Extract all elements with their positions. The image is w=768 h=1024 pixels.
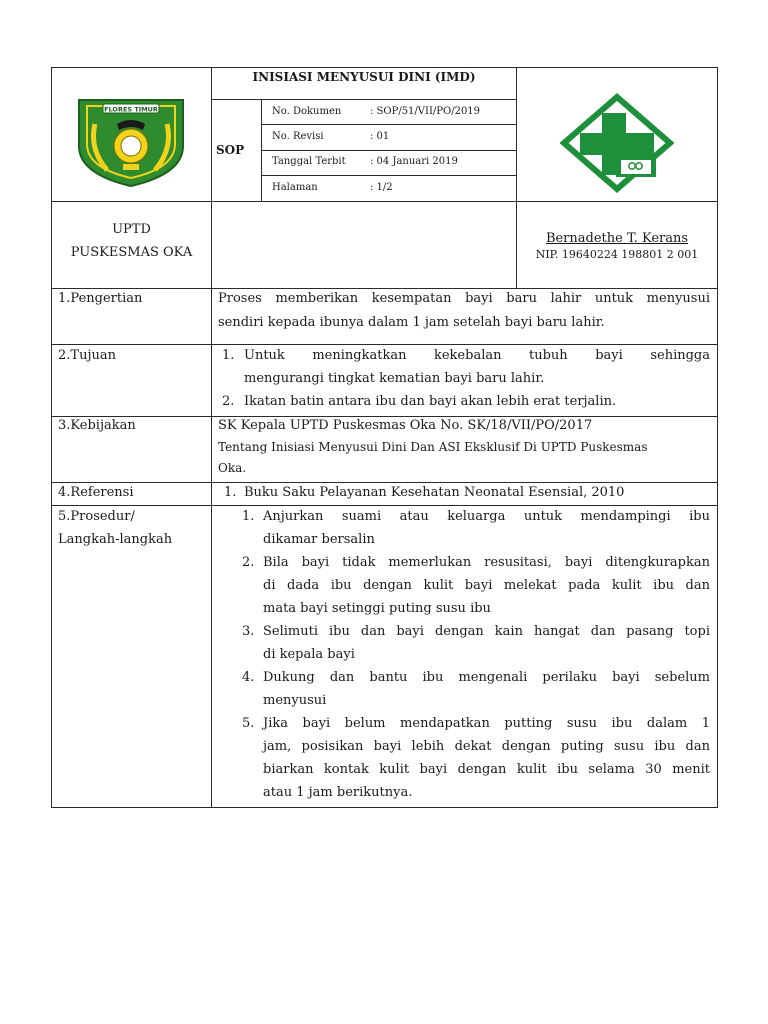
field-value-halaman: : 1/2 <box>370 182 393 193</box>
field-label-no-dokumen: No. Dokumen <box>272 106 342 117</box>
section-label-langkah: Langkah-langkah <box>58 532 173 547</box>
row-line-pengertian <box>51 344 718 345</box>
row-line-referensi <box>51 505 718 506</box>
prosedur-item-line: di kepala bayi <box>263 647 355 662</box>
prosedur-item-num: 4. <box>242 670 255 685</box>
field-value-no-revisi: : 01 <box>370 131 390 142</box>
referensi-item-num: 1. <box>224 485 237 500</box>
col-divider-left <box>211 67 212 808</box>
prosedur-item-line: Jika bayi belum mendapatkan putting susu ibu dalam 1 <box>263 716 710 731</box>
field-value-tanggal-terbit: : 04 Januari 2019 <box>370 156 458 167</box>
prosedur-item-line: di dada ibu dengan kulit bayi melekat pada kulit ibu dan <box>263 578 710 593</box>
tujuan-item-line: mengurangi tingkat kematian bayi baru lahir. <box>244 371 545 386</box>
prosedur-item-line: Bila bayi tidak memerlukan resusitasi, bayi ditengkurapkan <box>263 555 710 570</box>
prosedur-item-line: mata bayi setinggi puting susu ibu <box>263 601 491 616</box>
tujuan-item-num: 1. <box>222 348 235 363</box>
tujuan-item-line: Untuk meningkatkan kekebalan tubuh bayi sehingga <box>244 348 710 363</box>
section-label-tujuan: 2.Tujuan <box>58 348 116 363</box>
prosedur-item-line: dikamar bersalin <box>263 532 375 547</box>
field-line-2 <box>261 150 517 151</box>
prosedur-item-line: atau 1 jam berikutnya. <box>263 785 413 800</box>
svg-text:FLORES TIMUR: FLORES TIMUR <box>104 105 158 114</box>
prosedur-item-line: menyusui <box>263 693 327 708</box>
prosedur-item-line: Dukung dan bantu ibu mengenali perilaku bayi sebelum <box>263 670 710 685</box>
prosedur-item-line: biarkan kontak kulit bayi dengan kulit ibu selama 30 menit <box>263 762 710 777</box>
title-underline <box>211 99 517 100</box>
kebijakan-line-1: SK Kepala UPTD Puskesmas Oka No. SK/18/VII/PO/2017 <box>218 418 593 433</box>
section-label-prosedur: 5.Prosedur/ <box>58 509 135 524</box>
sop-label: SOP <box>216 143 245 157</box>
table-border-bottom <box>51 807 718 808</box>
puskesmas-logo <box>560 93 674 193</box>
field-label-no-revisi: No. Revisi <box>272 131 324 142</box>
prosedur-item-num: 5. <box>242 716 255 731</box>
prosedur-item-num: 3. <box>242 624 255 639</box>
referensi-item-line: Buku Saku Pelayanan Kesehatan Neonatal Esensial, 2010 <box>244 485 625 500</box>
signer-nip: NIP. 19640224 198801 2 001 <box>535 248 699 261</box>
field-line-1 <box>261 124 517 125</box>
pengertian-line-2: sendiri kepada ibunya dalam 1 jam setelah bayi baru lahir. <box>218 315 605 330</box>
tujuan-item-line: Ikatan batin antara ibu dan bayi akan lebih erat terjalin. <box>244 394 617 409</box>
unit-name-line2: PUSKESMAS OKA <box>70 245 193 260</box>
prosedur-item-line: Selimuti ibu dan bayi dengan kain hangat dan pasang topi <box>263 624 710 639</box>
prosedur-item-num: 2. <box>242 555 255 570</box>
prosedur-item-line: jam, posisikan bayi lebih dekat dengan puting susu ibu dan <box>263 739 710 754</box>
prosedur-item-line: Anjurkan suami atau keluarga untuk mendampingi ibu <box>263 509 710 524</box>
kebijakan-line-3: Oka. <box>218 461 247 475</box>
row-line-kebijakan <box>51 482 718 483</box>
field-line-3 <box>261 175 517 176</box>
table-border-top <box>51 67 718 68</box>
unit-name-line1: UPTD <box>112 222 151 237</box>
section-label-pengertian: 1.Pengertian <box>58 291 143 306</box>
field-label-halaman: Halaman <box>272 182 318 193</box>
document-title: INISIASI MENYUSUI DINI (IMD) <box>252 70 476 84</box>
section-label-kebijakan: 3.Kebijakan <box>58 418 136 433</box>
flores-timur-logo <box>73 94 189 188</box>
identity-bottom-line <box>51 288 718 289</box>
prosedur-item-num: 1. <box>242 509 255 524</box>
field-value-no-dokumen: : SOP/51/VII/PO/2019 <box>370 106 481 117</box>
signer-name: Bernadethe T. Kerans <box>545 231 689 246</box>
kebijakan-line-2: Tentang Inisiasi Menyusui Dini Dan ASI Eksklusif Di UPTD Puskesmas <box>218 440 648 454</box>
header-bottom-line <box>51 201 718 202</box>
section-label-referensi: 4.Referensi <box>58 485 134 500</box>
table-border-left <box>51 67 52 808</box>
row-line-tujuan <box>51 416 718 417</box>
tujuan-item-num: 2. <box>222 394 235 409</box>
table-border-right <box>717 67 718 808</box>
field-label-tanggal-terbit: Tanggal Terbit <box>272 156 346 167</box>
pengertian-line-1: Proses memberikan kesempatan bayi baru lahir untuk menyusui <box>218 291 710 306</box>
